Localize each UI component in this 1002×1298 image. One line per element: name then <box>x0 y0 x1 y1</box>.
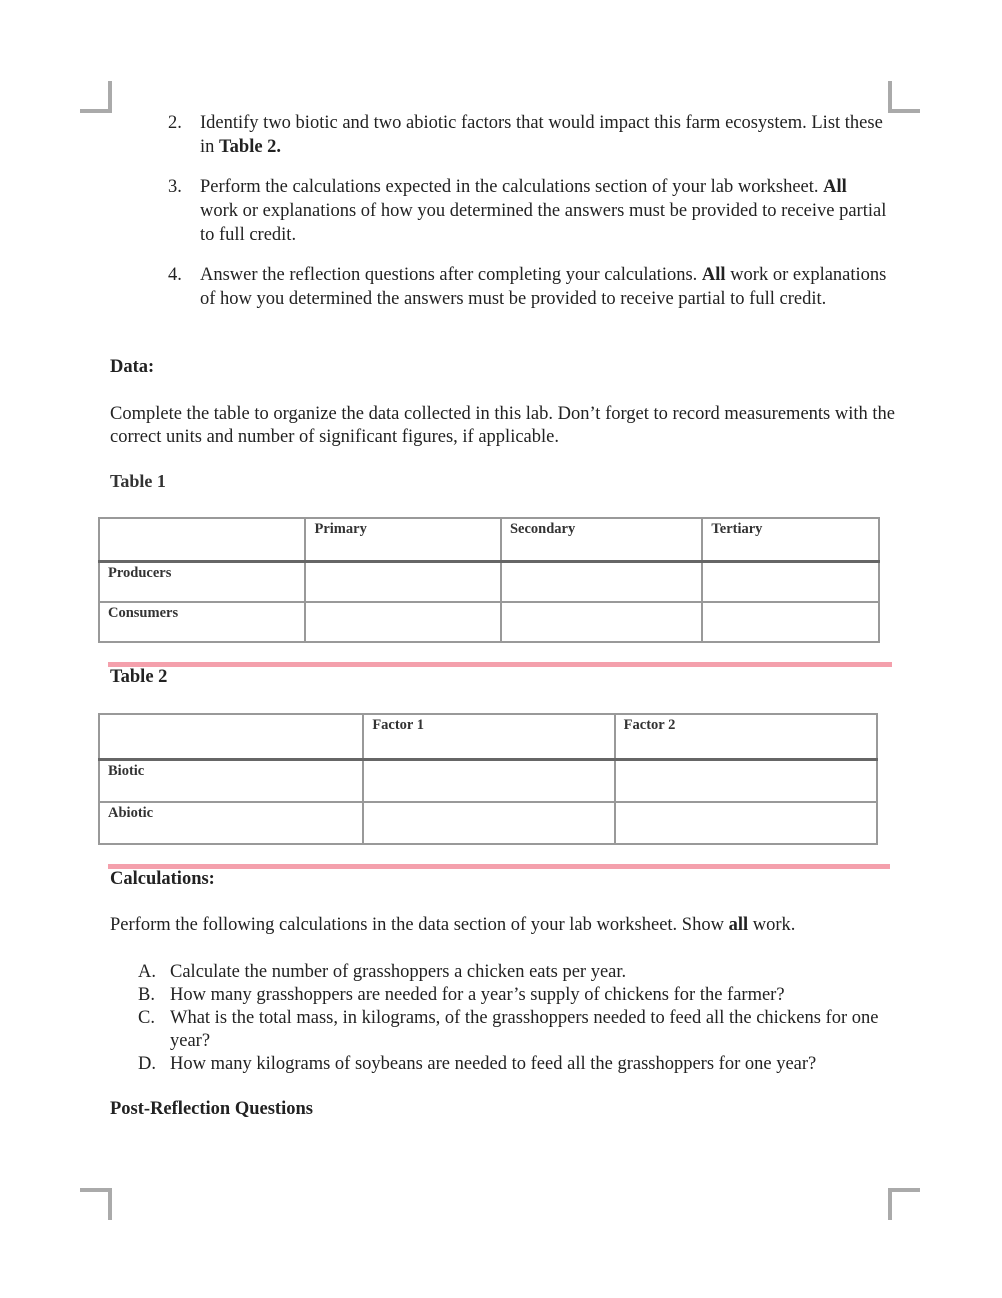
intro-text: work. <box>748 915 796 935</box>
calc-item-a <box>138 961 898 984</box>
table-cell[interactable] <box>305 602 500 642</box>
item-text: How many kilograms of soybeans are needed to feed all the grasshoppers for one year? <box>170 1054 817 1074</box>
instruction-item-3 <box>168 175 888 247</box>
table2-row-label-biotic: Biotic <box>99 759 363 802</box>
table-cell[interactable] <box>615 759 877 802</box>
item-letter: D. <box>138 1054 156 1074</box>
crop-mark-top-left <box>80 81 112 113</box>
table1-row-label-producers: Producers <box>99 561 305 602</box>
item-letter: A. <box>138 962 156 982</box>
table-cell[interactable] <box>702 602 879 642</box>
intro-text: Perform the following calculations in the data section of your lab worksheet. Show <box>110 915 729 935</box>
table2 <box>98 713 878 845</box>
crop-mark-bottom-right <box>888 1188 920 1220</box>
item-letter: B. <box>138 985 155 1005</box>
table1-header-tertiary: Tertiary <box>702 518 879 561</box>
item-text: Identify two biotic and two abiotic factors that would impact this farm ecosystem. List these in Table 2. <box>200 113 883 157</box>
calculations-intro <box>110 915 795 936</box>
post-reflection-heading: Post-Reflection Questions <box>110 1099 313 1119</box>
table2-header-factor1: Factor 1 <box>363 714 614 759</box>
table1-title: Table 1 <box>110 471 166 491</box>
calc-item-d <box>138 1053 898 1076</box>
data-heading: Data: <box>110 357 155 377</box>
table2-row-label-abiotic: Abiotic <box>99 802 363 844</box>
table-cell[interactable] <box>615 802 877 844</box>
item-text: What is the total mass, in kilograms, of the grasshoppers needed to feed all the chickens for one year? <box>170 1008 879 1051</box>
table2-header-factor2: Factor 2 <box>615 714 877 759</box>
item-text: Answer the reflection questions after completing your calculations. All work or explanations of how you determined the answers must be provided to receive partial to full credit. <box>200 265 887 309</box>
item-text: Perform the calculations expected in the calculations section of your lab worksheet. All work or explanations of how you determined the answers must be provided to receive partial to full credit. <box>200 177 887 245</box>
table1 <box>98 517 880 643</box>
item-number: 3. <box>168 177 182 197</box>
table1-header-secondary: Secondary <box>501 518 702 561</box>
table1-header-empty <box>99 518 305 561</box>
data-intro: Complete the table to organize the data collected in this lab. Don’t forget to record measurements with the correct units and number of significant figures, if applicable. <box>110 404 895 447</box>
crop-mark-top-right <box>888 81 920 113</box>
table-cell[interactable] <box>501 561 702 602</box>
highlight-divider <box>108 662 892 667</box>
calc-item-c <box>138 1007 898 1053</box>
item-number: 4. <box>168 265 182 285</box>
table-cell[interactable] <box>363 759 614 802</box>
highlight-divider <box>108 864 890 869</box>
table1-header-primary: Primary <box>305 518 500 561</box>
item-number: 2. <box>168 113 182 133</box>
table2-header-empty <box>99 714 363 759</box>
crop-mark-bottom-left <box>80 1188 112 1220</box>
calc-item-b <box>138 984 898 1007</box>
table-cell[interactable] <box>305 561 500 602</box>
table1-row-label-consumers: Consumers <box>99 602 305 642</box>
instruction-item-4 <box>168 263 888 311</box>
calculations-list <box>138 961 898 1076</box>
item-text: Calculate the number of grasshoppers a chicken eats per year. <box>170 962 627 982</box>
intro-bold: all <box>728 915 749 935</box>
table2-title: Table 2 <box>110 667 168 687</box>
table-cell[interactable] <box>501 602 702 642</box>
table-cell[interactable] <box>702 561 879 602</box>
calculations-heading: Calculations: <box>110 869 215 889</box>
instruction-item-2 <box>168 111 888 159</box>
table-cell[interactable] <box>363 802 614 844</box>
item-letter: C. <box>138 1008 155 1028</box>
item-text: How many grasshoppers are needed for a year’s supply of chickens for the farmer? <box>170 985 785 1005</box>
